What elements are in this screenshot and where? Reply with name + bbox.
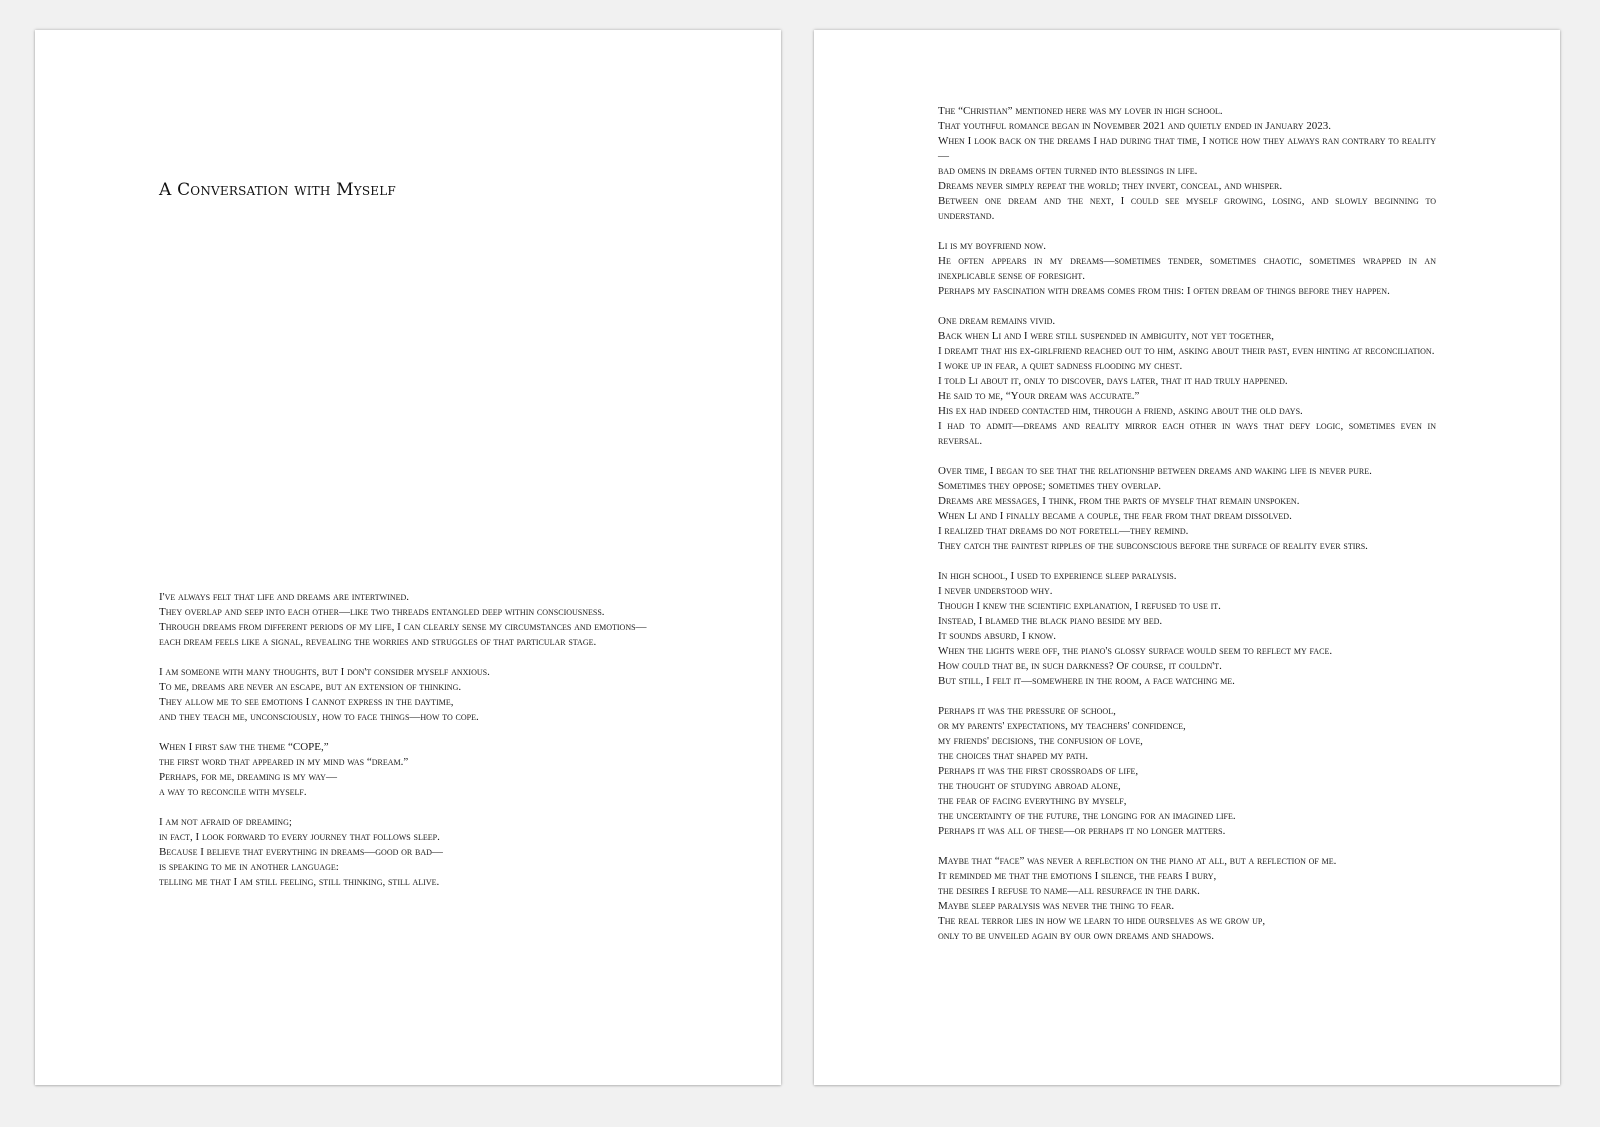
page-1-body — [159, 590, 659, 890]
text-line: Perhaps it was all of these—or perhaps it no longer matters. — [938, 825, 1226, 837]
text-line: I woke up in fear, a quiet sadness flooding my chest. — [938, 360, 1183, 372]
page-2-body — [938, 104, 1436, 944]
paragraph — [938, 239, 1436, 299]
text-line: Maybe that “face” was never a reflection on the piano at all, but a reflection of me. — [938, 855, 1337, 867]
paragraph — [159, 590, 659, 650]
text-line: the thought of studying abroad alone, — [938, 780, 1121, 792]
text-line: Back when Li and I were still suspended in ambiguity, not yet together, — [938, 330, 1275, 342]
text-line: His ex had indeed contacted him, through a friend, asking about the old days. — [938, 405, 1303, 417]
text-line: In high school, I used to experience sleep paralysis. — [938, 570, 1177, 582]
paragraph — [159, 815, 659, 890]
text-line: He often appears in my dreams—sometimes tender, sometimes chaotic, sometimes wrapped in an inexplicable sense of foresight. — [938, 255, 1436, 282]
text-line: Through dreams from different periods of my life, I can clearly sense my circumstances and emotions— — [159, 621, 647, 633]
text-line: I told Li about it, only to discover, days later, that it had truly happened. — [938, 375, 1288, 387]
text-line: I never understood why. — [938, 585, 1053, 597]
text-line: my friends' decisions, the confusion of love, — [938, 735, 1143, 747]
text-line: It reminded me that the emotions I silence, the fears I bury, — [938, 870, 1217, 882]
text-line: Instead, I blamed the black piano beside my bed. — [938, 615, 1163, 627]
paragraph — [938, 569, 1436, 689]
text-line: or my parents' expectations, my teachers' confidence, — [938, 720, 1186, 732]
text-line: The real terror lies in how we learn to hide ourselves as we grow up, — [938, 915, 1266, 927]
text-line: Sometimes they oppose; sometimes they overlap. — [938, 480, 1162, 492]
text-line: Perhaps my fascination with dreams comes from this: I often dream of things before they happen. — [938, 285, 1390, 297]
text-line: I dreamt that his ex-girlfriend reached out to him, asking about their past, even hinting at reconciliation. — [938, 345, 1435, 357]
paragraph — [938, 464, 1436, 554]
text-line: I am someone with many thoughts, but I don't consider myself anxious. — [159, 666, 490, 678]
text-line: the uncertainty of the future, the longing for an imagined life. — [938, 810, 1236, 822]
text-line: They catch the faintest ripples of the subconscious before the surface of reality ever stirs. — [938, 540, 1368, 552]
text-line: Because I believe that everything in dreams—good or bad— — [159, 846, 443, 858]
text-line: One dream remains vivid. — [938, 315, 1056, 327]
page-1 — [35, 30, 781, 1085]
text-line: the first word that appeared in my mind was “dream.” — [159, 756, 409, 768]
text-line: only to be unveiled again by our own dreams and shadows. — [938, 930, 1214, 942]
text-line: and they teach me, unconsciously, how to face things—how to cope. — [159, 711, 479, 723]
text-line: When I look back on the dreams I had during that time, I notice how they always ran contrary to reality— — [938, 135, 1436, 162]
text-line: Perhaps, for me, dreaming is my way— — [159, 771, 337, 783]
text-line: Between one dream and the next, I could see myself growing, losing, and slowly beginning to understand. — [938, 195, 1436, 222]
text-line: Perhaps it was the pressure of school, — [938, 705, 1116, 717]
text-line: the choices that shaped my path. — [938, 750, 1088, 762]
text-line: How could that be, in such darkness? Of course, it couldn't. — [938, 660, 1222, 672]
text-line: Dreams never simply repeat the world; they invert, conceal, and whisper. — [938, 180, 1283, 192]
text-line: That youthful romance began in November 2021 and quietly ended in January 2023. — [938, 120, 1331, 132]
text-line: I had to admit—dreams and reality mirror each other in ways that defy logic, sometimes even in reversal. — [938, 420, 1436, 447]
text-line: But still, I felt it—somewhere in the room, a face watching me. — [938, 675, 1235, 687]
text-line: I am not afraid of dreaming; — [159, 816, 292, 828]
paragraph — [938, 314, 1436, 449]
paragraph — [938, 704, 1436, 839]
text-line: in fact, I look forward to every journey that follows sleep. — [159, 831, 440, 843]
text-line: They overlap and seep into each other—like two threads entangled deep within consciousness. — [159, 606, 605, 618]
text-line: To me, dreams are never an escape, but an extension of thinking. — [159, 681, 462, 693]
paragraph — [159, 740, 659, 800]
document-title: A Conversation with Myself — [159, 180, 396, 200]
text-line: I realized that dreams do not foretell—they remind. — [938, 525, 1189, 537]
text-line: Dreams are messages, I think, from the parts of myself that remain unspoken. — [938, 495, 1300, 507]
text-line: When the lights were off, the piano's glossy surface would seem to reflect my face. — [938, 645, 1333, 657]
text-line: The “Christian” mentioned here was my lover in high school. — [938, 105, 1223, 117]
page-2 — [814, 30, 1560, 1085]
text-line: a way to reconcile with myself. — [159, 786, 307, 798]
text-line: Li is my boyfriend now. — [938, 240, 1047, 252]
text-line: the fear of facing everything by myself, — [938, 795, 1127, 807]
text-line: It sounds absurd, I know. — [938, 630, 1057, 642]
paragraph — [938, 854, 1436, 944]
text-line: When Li and I finally became a couple, the fear from that dream dissolved. — [938, 510, 1292, 522]
text-line: Though I knew the scientific explanation, I refused to use it. — [938, 600, 1221, 612]
text-line: bad omens in dreams often turned into blessings in life. — [938, 165, 1198, 177]
text-line: They allow me to see emotions I cannot express in the daytime, — [159, 696, 454, 708]
text-line: the desires I refuse to name—all resurface in the dark. — [938, 885, 1200, 897]
text-line: I've always felt that life and dreams are intertwined. — [159, 591, 410, 603]
text-line: Over time, I began to see that the relationship between dreams and waking life is never pure. — [938, 465, 1372, 477]
text-line: When I first saw the theme “COPE,” — [159, 741, 329, 753]
paragraph — [938, 104, 1436, 224]
text-line: each dream feels like a signal, revealing the worries and struggles of that particular stage. — [159, 636, 597, 648]
text-line: Maybe sleep paralysis was never the thing to fear. — [938, 900, 1175, 912]
text-line: telling me that I am still feeling, still thinking, still alive. — [159, 876, 440, 888]
text-line: He said to me, “Your dream was accurate.” — [938, 390, 1140, 402]
text-line: Perhaps it was the first crossroads of life, — [938, 765, 1139, 777]
paragraph — [159, 665, 659, 725]
text-line: is speaking to me in another language: — [159, 861, 339, 873]
